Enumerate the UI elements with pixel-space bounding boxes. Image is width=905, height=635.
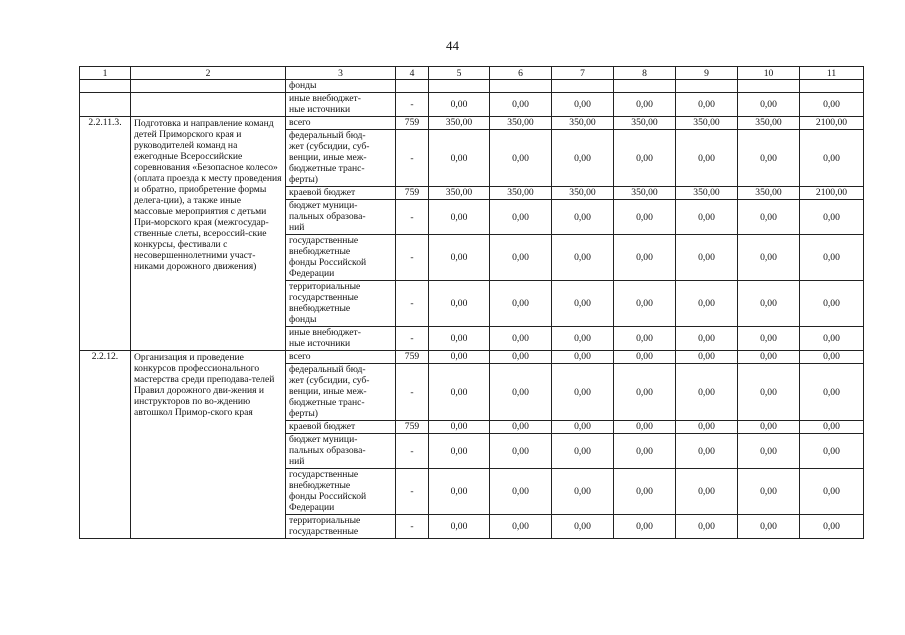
amount-cell: 0,00 [676,200,738,235]
amount-cell: 350,00 [552,187,614,200]
amount-cell: 0,00 [614,327,676,351]
grbs-code-cell: - [396,515,429,539]
amount-cell: 0,00 [429,235,490,281]
amount-cell: 0,00 [552,235,614,281]
amount-cell: 0,00 [676,364,738,421]
amount-cell: 350,00 [676,117,738,130]
amount-cell: 0,00 [800,327,864,351]
grbs-code-cell: - [396,281,429,327]
amount-cell: 0,00 [800,469,864,515]
measure-name: Подготовка и направление команд детей Приморского края и руководителей команд на ежегодные Всероссийские соревнования «Безопасное колесо» (оплата проезда к месту проведения и обратно, приобретение формы делега-ции), а также иные массовые мероприятия с детьми При-морского края (межгосудар-ственные слеты, всероссий-ские конкурсы, фестивали с несовершеннолетними участ-никами дорожного движения) [131,117,286,351]
amount-cell: 0,00 [552,421,614,434]
amount-cell: 350,00 [614,187,676,200]
amount-cell: 0,00 [552,93,614,117]
amount-cell: 0,00 [738,327,800,351]
amount-cell: 0,00 [676,93,738,117]
amount-cell: 0,00 [490,421,552,434]
grbs-code-cell: 759 [396,117,429,130]
amount-cell: 0,00 [490,200,552,235]
amount-cell: 0,00 [614,93,676,117]
amount-cell [800,80,864,93]
amount-cell: 0,00 [614,351,676,364]
amount-cell: 0,00 [552,281,614,327]
amount-cell: 0,00 [738,130,800,187]
column-header: 6 [490,67,552,80]
table-row [80,117,864,130]
name-cell-empty [131,93,286,117]
amount-cell: 0,00 [490,281,552,327]
amount-cell: 0,00 [738,93,800,117]
column-header: 9 [676,67,738,80]
amount-cell: 0,00 [614,469,676,515]
table-row [80,351,864,364]
amount-cell: 0,00 [429,434,490,469]
funding-source-cell: бюджет муници- пальных образова- ний [286,200,396,235]
funding-source-cell: всего [286,351,396,364]
amount-cell: 0,00 [800,421,864,434]
funding-source-cell: всего [286,117,396,130]
funding-source-cell: краевой бюджет [286,421,396,434]
amount-cell: 0,00 [738,515,800,539]
amount-cell: 0,00 [738,200,800,235]
amount-cell: 350,00 [676,187,738,200]
amount-cell: 0,00 [676,421,738,434]
amount-cell: 0,00 [552,469,614,515]
amount-cell: 0,00 [490,469,552,515]
column-header: 8 [614,67,676,80]
grbs-code-cell: - [396,364,429,421]
amount-cell: 0,00 [429,351,490,364]
grbs-code-cell: - [396,235,429,281]
amount-cell: 0,00 [676,130,738,187]
amount-cell: 0,00 [552,327,614,351]
grbs-code-cell: - [396,434,429,469]
amount-cell: 0,00 [429,515,490,539]
amount-cell: 350,00 [552,117,614,130]
amount-cell: 0,00 [552,200,614,235]
column-header: 7 [552,67,614,80]
column-header: 1 [80,67,131,80]
amount-cell: 0,00 [676,327,738,351]
amount-cell: 0,00 [614,281,676,327]
page-number: 44 [446,38,459,53]
amount-cell: 0,00 [614,421,676,434]
grbs-code-cell: 759 [396,187,429,200]
amount-cell: 350,00 [490,187,552,200]
amount-cell [429,80,490,93]
amount-cell: 0,00 [490,515,552,539]
funding-source-cell: федеральный бюд- жет (субсидии, суб- венции, иные меж- бюджетные транс- ферты) [286,130,396,187]
amount-cell: 0,00 [738,434,800,469]
amount-cell: 0,00 [676,469,738,515]
column-header: 3 [286,67,396,80]
amount-cell: 0,00 [614,434,676,469]
amount-cell: 0,00 [429,421,490,434]
amount-cell: 350,00 [738,117,800,130]
amount-cell: 0,00 [800,130,864,187]
amount-cell: 350,00 [429,117,490,130]
amount-cell: 0,00 [614,515,676,539]
amount-cell: 0,00 [800,235,864,281]
amount-cell: 0,00 [738,281,800,327]
grbs-code-cell: 759 [396,351,429,364]
funding-source-cell: государственные внебюджетные фонды Российской Федерации [286,235,396,281]
funding-source-cell: иные внебюджет- ные источники [286,327,396,351]
grbs-code-cell: - [396,200,429,235]
amount-cell: 0,00 [800,200,864,235]
grbs-code-cell: - [396,469,429,515]
amount-cell: 0,00 [552,351,614,364]
amount-cell: 2100,00 [800,117,864,130]
table-row [80,80,864,93]
column-header: 5 [429,67,490,80]
amount-cell: 0,00 [429,469,490,515]
amount-cell: 0,00 [429,364,490,421]
funding-source-cell: государственные внебюджетные фонды Российской Федерации [286,469,396,515]
amount-cell: 0,00 [490,434,552,469]
amount-cell: 0,00 [490,351,552,364]
amount-cell: 0,00 [490,364,552,421]
amount-cell: 0,00 [738,364,800,421]
amount-cell: 0,00 [552,364,614,421]
code-cell-empty [80,93,131,117]
funding-source-cell: бюджет муници- пальных образова- ний [286,434,396,469]
amount-cell: 0,00 [800,93,864,117]
amount-cell: 350,00 [490,117,552,130]
amount-cell: 350,00 [614,117,676,130]
amount-cell: 0,00 [429,130,490,187]
amount-cell: 0,00 [676,235,738,281]
amount-cell: 0,00 [738,351,800,364]
amount-cell: 0,00 [490,327,552,351]
table-header-row [80,67,864,80]
funding-source-cell: территориальные государственные внебюджетные фонды [286,281,396,327]
table-row [80,93,864,117]
column-header: 4 [396,67,429,80]
amount-cell: 0,00 [490,235,552,281]
amount-cell [552,80,614,93]
grbs-code-cell: - [396,93,429,117]
amount-cell: 350,00 [429,187,490,200]
amount-cell: 0,00 [490,93,552,117]
amount-cell: 0,00 [429,327,490,351]
code-cell-empty [80,80,131,93]
amount-cell: 0,00 [738,235,800,281]
column-header: 11 [800,67,864,80]
amount-cell: 0,00 [614,130,676,187]
amount-cell: 0,00 [490,130,552,187]
column-header: 2 [131,67,286,80]
amount-cell: 0,00 [429,93,490,117]
amount-cell: 0,00 [552,130,614,187]
grbs-code-cell: - [396,327,429,351]
measure-code: 2.2.12. [80,351,131,539]
amount-cell: 0,00 [676,351,738,364]
amount-cell: 0,00 [429,281,490,327]
amount-cell: 0,00 [614,364,676,421]
amount-cell: 0,00 [738,469,800,515]
measure-name: Организация и проведение конкурсов профессионального мастерства среди преподава-телей Правил дорожного дви-жения и инструкторов по во-ждению автошкол Примор-ского края [131,351,286,539]
grbs-code-cell: 759 [396,421,429,434]
funding-source-cell: фонды [286,80,396,93]
funding-source-cell: иные внебюджет- ные источники [286,93,396,117]
amount-cell: 0,00 [800,351,864,364]
amount-cell: 0,00 [800,364,864,421]
grbs-code-cell [396,80,429,93]
amount-cell: 0,00 [614,200,676,235]
funding-source-cell: федеральный бюд- жет (субсидии, суб- венции, иные меж- бюджетные транс- ферты) [286,364,396,421]
column-header: 10 [738,67,800,80]
amount-cell: 0,00 [676,434,738,469]
amount-cell [738,80,800,93]
grbs-code-cell: - [396,130,429,187]
amount-cell: 0,00 [614,235,676,281]
funding-source-cell: территориальные государственные [286,515,396,539]
amount-cell: 0,00 [676,281,738,327]
amount-cell [614,80,676,93]
amount-cell: 0,00 [800,434,864,469]
amount-cell: 0,00 [676,515,738,539]
amount-cell: 0,00 [800,515,864,539]
amount-cell: 350,00 [738,187,800,200]
amount-cell: 2100,00 [800,187,864,200]
name-cell-empty [131,80,286,93]
measure-code: 2.2.11.3. [80,117,131,351]
amount-cell: 0,00 [800,281,864,327]
amount-cell: 0,00 [429,200,490,235]
amount-cell [676,80,738,93]
amount-cell [490,80,552,93]
funding-source-cell: краевой бюджет [286,187,396,200]
budget-table [79,66,864,539]
amount-cell: 0,00 [738,421,800,434]
amount-cell: 0,00 [552,434,614,469]
amount-cell: 0,00 [552,515,614,539]
